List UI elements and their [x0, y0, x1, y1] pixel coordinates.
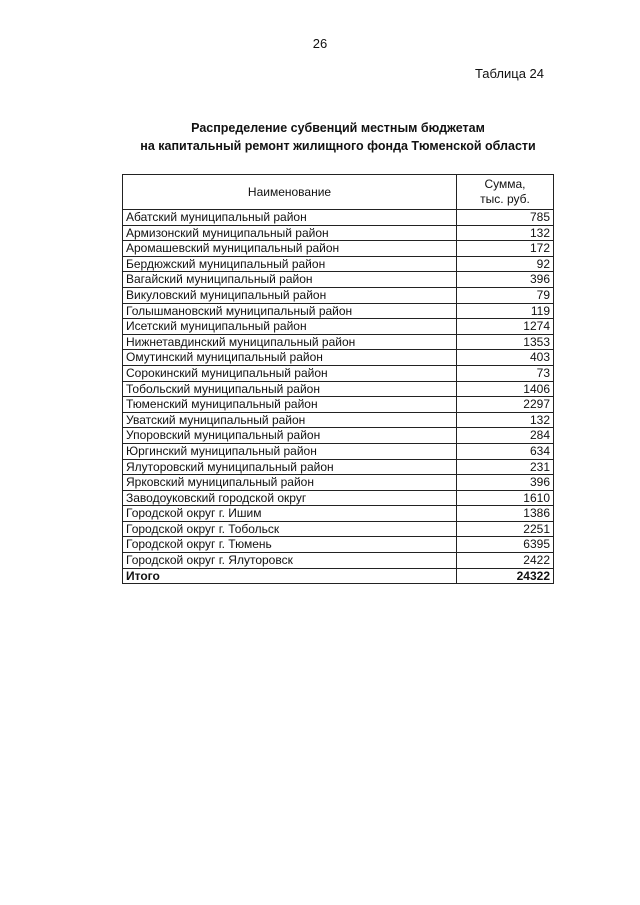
page-number: 26	[312, 36, 328, 51]
table-row	[123, 381, 554, 397]
table-row	[123, 428, 554, 444]
row-sum: 6395	[457, 537, 554, 553]
total-row	[123, 568, 554, 584]
row-name: Бердюжский муниципальный район	[123, 256, 457, 272]
row-name: Омутинский муниципальный район	[123, 350, 457, 366]
table-row	[123, 553, 554, 569]
table-row	[123, 475, 554, 491]
row-sum: 634	[457, 443, 554, 459]
row-name: Тюменский муниципальный район	[123, 397, 457, 413]
table-row	[123, 319, 554, 335]
row-name: Упоровский муниципальный район	[123, 428, 457, 444]
table-row	[123, 365, 554, 381]
document-title-line-1: Распределение субвенций местным бюджетам	[191, 121, 485, 135]
table-row	[123, 272, 554, 288]
table-row	[123, 303, 554, 319]
table-row	[123, 334, 554, 350]
row-name: Городской округ г. Тобольск	[123, 521, 457, 537]
table-row	[123, 287, 554, 303]
header-sum-line-1: Сумма,	[484, 177, 526, 191]
table-row	[123, 210, 554, 226]
row-name: Ялуторовский муниципальный район	[123, 459, 457, 475]
row-sum: 2297	[457, 397, 554, 413]
row-name: Городской округ г. Ишим	[123, 506, 457, 522]
row-sum: 1406	[457, 381, 554, 397]
row-sum: 119	[457, 303, 554, 319]
row-sum: 403	[457, 350, 554, 366]
row-sum: 1386	[457, 506, 554, 522]
row-name: Заводоуковский городской округ	[123, 490, 457, 506]
total-label: Итого	[123, 568, 457, 584]
row-sum: 396	[457, 272, 554, 288]
document-title-line-2: на капитальный ремонт жилищного фонда Тюменской области	[140, 139, 536, 153]
subventions-table	[122, 174, 554, 584]
row-name: Нижнетавдинский муниципальный район	[123, 334, 457, 350]
row-name: Тобольский муниципальный район	[123, 381, 457, 397]
row-name: Юргинский муниципальный район	[123, 443, 457, 459]
row-sum: 785	[457, 210, 554, 226]
row-sum: 231	[457, 459, 554, 475]
header-sum-line-2: тыс. руб.	[480, 192, 530, 206]
table-row	[123, 225, 554, 241]
table-row	[123, 241, 554, 257]
row-sum: 1353	[457, 334, 554, 350]
row-name: Сорокинский муниципальный район	[123, 365, 457, 381]
row-sum: 73	[457, 365, 554, 381]
table-row	[123, 443, 554, 459]
table-row	[123, 521, 554, 537]
row-sum: 79	[457, 287, 554, 303]
row-sum: 132	[457, 225, 554, 241]
table-row	[123, 506, 554, 522]
table-header-row	[123, 175, 554, 210]
total-sum: 24322	[457, 568, 554, 584]
row-name: Аромашевский муниципальный район	[123, 241, 457, 257]
row-name: Викуловский муниципальный район	[123, 287, 457, 303]
row-name: Абатский муниципальный район	[123, 210, 457, 226]
document-title	[0, 119, 640, 155]
row-sum: 1610	[457, 490, 554, 506]
row-sum: 2422	[457, 553, 554, 569]
table-caption: Таблица 24	[474, 66, 544, 81]
row-sum: 172	[457, 241, 554, 257]
row-name: Армизонский муниципальный район	[123, 225, 457, 241]
header-name: Наименование	[123, 175, 457, 210]
row-name: Городской округ г. Ялуторовск	[123, 553, 457, 569]
row-name: Ярковский муниципальный район	[123, 475, 457, 491]
row-sum: 284	[457, 428, 554, 444]
row-sum: 1274	[457, 319, 554, 335]
row-name: Городской округ г. Тюмень	[123, 537, 457, 553]
table-row	[123, 537, 554, 553]
table-row	[123, 459, 554, 475]
table-body	[123, 210, 554, 584]
row-sum: 2251	[457, 521, 554, 537]
table-row	[123, 490, 554, 506]
row-sum: 396	[457, 475, 554, 491]
row-name: Уватский муниципальный район	[123, 412, 457, 428]
header-sum	[457, 175, 554, 210]
table-row	[123, 350, 554, 366]
table-row	[123, 412, 554, 428]
row-sum: 132	[457, 412, 554, 428]
row-name: Вагайский муниципальный район	[123, 272, 457, 288]
row-sum: 92	[457, 256, 554, 272]
table-row	[123, 397, 554, 413]
row-name: Голышмановский муниципальный район	[123, 303, 457, 319]
table-row	[123, 256, 554, 272]
row-name: Исетский муниципальный район	[123, 319, 457, 335]
